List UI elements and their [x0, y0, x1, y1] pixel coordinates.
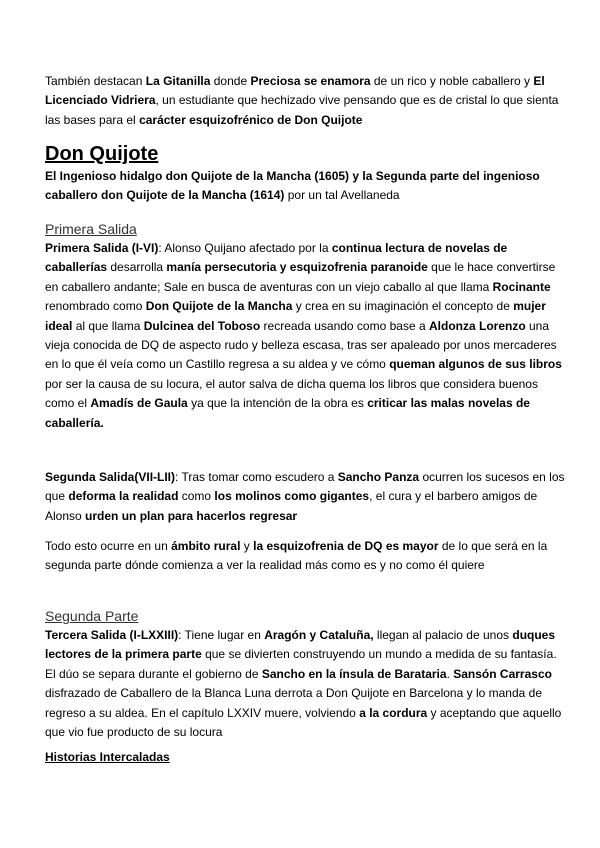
primera-text: ya que la intención de la obra es — [187, 396, 368, 411]
intro-text: donde — [210, 74, 251, 88]
primera-bold: mujer ideal — [45, 299, 546, 333]
todo-text: Todo esto ocurre en un — [45, 539, 172, 553]
primera-text: renombrado como — [45, 299, 146, 314]
tercera-bold: Sancho en la ínsula de Barataria — [261, 666, 447, 681]
tercera-bold: Tercera Salida (I-LXXIII) — [45, 628, 179, 642]
tercera-text: llegan al palacio de unos — [373, 628, 513, 642]
todo-bold: ámbito rural — [171, 539, 241, 553]
tercera-bold: duques lectores de la primera parte — [45, 628, 556, 662]
primera-text: desarrolla — [107, 260, 167, 275]
primera-text: y crea en su imaginación el concepto de — [292, 299, 514, 314]
todo-text: de lo que será en la segunda parte dónde comienza a ver la realidad más como es y no como él quiere — [45, 539, 548, 573]
intro-text: También destacan — [45, 74, 146, 88]
segunda-text: como — [178, 489, 215, 504]
intro-text: de un rico y noble caballero y — [370, 74, 534, 88]
intro-bold: El Licenciado Vidriera — [45, 74, 545, 108]
primera-text: una vieja conocida de DQ de aspecto rudo y belleza escasa, tras ser apaleado por unos mercaderes en lo que él veía como un Castillo regresa a su aldea y ve cómo — [45, 318, 557, 372]
tercera-bold: a la cordura — [359, 705, 428, 720]
subtitle-bold: El Ingenioso hidalgo don Quijote de la Mancha (1605) y la Segunda parte del ingenioso caballero don Quijote de la Mancha (1614) — [45, 169, 540, 203]
primera-bold: Dulcinea del Toboso — [143, 318, 261, 333]
tercera-salida-paragraph — [45, 626, 565, 742]
segunda-bold: Segunda Salida(VII-LII) — [45, 470, 176, 484]
primera-text: al que llama — [72, 318, 144, 333]
primera-bold: Primera Salida (I-VI) — [45, 241, 159, 255]
primera-bold: criticar las malas novelas de caballería. — [45, 396, 530, 430]
segunda-text: ocurren los sucesos en los que — [45, 470, 565, 504]
tercera-text: disfrazado de Caballero de la Blanca Luna derrota a Don Quijote en Barcelona y lo manda de regreso a su aldea. En el capítulo LXXIV muere, volviendo — [45, 686, 542, 720]
segunda-bold: urden un plan para hacerlos regresar — [85, 508, 298, 523]
primera-salida-paragraph — [45, 239, 565, 433]
tercera-text: : Tiene lugar en — [178, 628, 265, 642]
segunda-bold: los molinos como gigantes — [214, 489, 370, 504]
intro-bold: Preciosa se enamora — [250, 74, 371, 88]
primera-text: que le hace convertirse en caballero andante; Sale en busca de aventuras con un viejo caballo al que llama — [45, 260, 556, 294]
subtitle-text: por un tal Avellaneda — [284, 188, 400, 203]
primera-bold: Amadís de Gaula — [90, 396, 188, 411]
intro-bold: La Gitanilla — [145, 74, 211, 88]
tercera-bold: Sansón Carrasco — [453, 666, 552, 681]
tercera-text: y aceptando que aquello que vio fue producto de su locura — [45, 705, 562, 740]
primera-text: : Alonso Quijano afectado por la — [158, 241, 332, 255]
heading-segunda-parte: Segunda Parte — [45, 608, 139, 624]
primera-bold: Don Quijote de la Mancha — [145, 299, 293, 314]
primera-text: por ser la causa de su locura, el autor salva de dicha quema los libros que considera buenos como el — [45, 376, 538, 411]
todo-paragraph — [45, 537, 565, 576]
tercera-bold: Aragón y Cataluña, — [264, 628, 374, 642]
segunda-bold: Sancho Panza — [337, 470, 420, 484]
todo-text: y — [240, 539, 254, 553]
tercera-text: . — [446, 666, 454, 681]
primera-text: recreada usando como base a — [260, 318, 429, 333]
segunda-bold: deforma la realidad — [68, 489, 179, 504]
segunda-salida-paragraph — [45, 468, 565, 526]
heading-historias-intercaladas: Historias Intercaladas — [45, 750, 170, 764]
intro-text: , un estudiante que hechizado vive pensando que es de cristal lo que sienta las bases para el — [45, 93, 559, 127]
intro-bold: carácter esquizofrénico de Don Quijote — [139, 112, 363, 127]
tercera-text: que se divierten construyendo un mundo a medida de su fantasía. El dúo se separa durante el gobierno de — [45, 647, 557, 681]
primera-bold: queman algunos de sus libros — [389, 357, 562, 372]
primera-bold: Aldonza Lorenzo — [428, 318, 526, 333]
todo-bold: la esquizofrenia de DQ es mayor — [253, 539, 439, 553]
subtitle-paragraph — [45, 167, 565, 206]
primera-bold: manía persecutoria y esquizofrenia paranoide — [166, 260, 428, 275]
segunda-text: : Tras tomar como escudero a — [175, 470, 338, 484]
primera-bold: continua lectura de novelas de caballerías — [45, 241, 508, 275]
segunda-text: , el cura y el barbero amigos de Alonso — [45, 489, 538, 523]
primera-bold: Rocinante — [492, 279, 551, 294]
intro-paragraph — [45, 72, 565, 130]
page-title: Don Quijote — [45, 143, 159, 165]
heading-primera-salida: Primera Salida — [45, 221, 137, 237]
